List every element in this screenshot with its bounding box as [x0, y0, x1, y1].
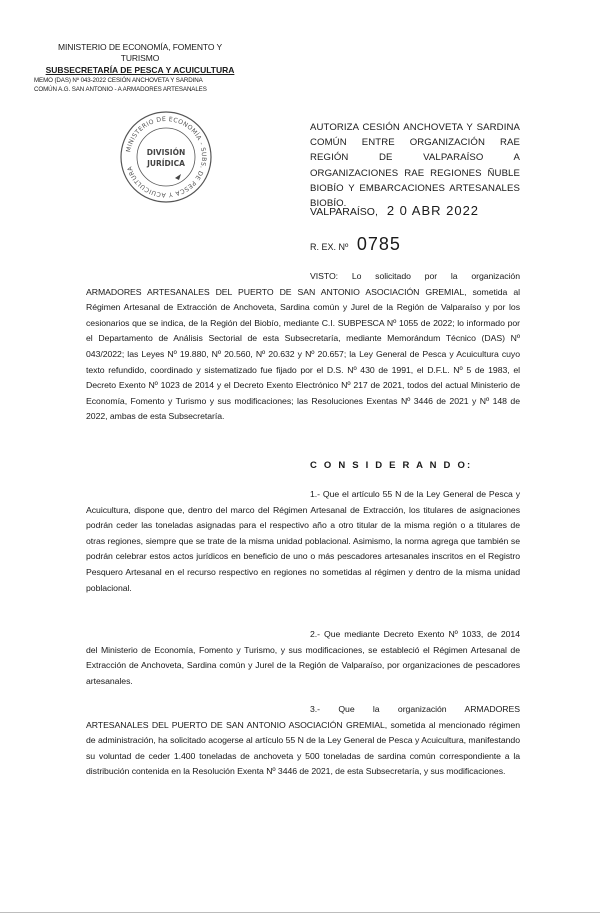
place: VALPARAÍSO,	[310, 206, 378, 218]
visto-label: VISTO:	[310, 271, 339, 281]
visto-paragraph	[86, 269, 520, 425]
stamp-center-line2: JURÍDICA	[147, 159, 185, 168]
point-1-text: 1.- Que el artículo 55 N de la Ley General de Pesca y Acuicultura, dispone que, dentro del marco del Régimen Artesanal de Extracción, los titulares de asignaciones podrán ceder las toneladas asignadas para el respectivo año a otro titular de la misma región o a titulares de otras regiones, siempre que se trate de la misma unidad poblacional. Asimismo, la norma agrega que también se podrán celebrar estos actos jurídicos en beneficio de uno o más pescadores artesanales inscritos en el Registro Pesquero Artesanal en el recurso respectivo en regiones no sometidas al régimen y dentro de la misma unidad poblacional.	[86, 489, 520, 593]
date-stamp: 2 0 ABR 2022	[386, 203, 480, 218]
resolution-subject: AUTORIZA CESIÓN ANCHOVETA Y SARDINA COMÚN ENTRE ORGANIZACIÓN RAE REGIÓN DE VALPARAÍSO A ORGANIZACIONES RAE REGIONES ÑUBLE BIOBÍO Y EMBARCACIONES ARTESANALES BIOBÍO.	[310, 122, 520, 210]
ministry-name-cont: TURISMO	[120, 53, 160, 63]
visto-text: Lo solicitado por la organización ARMADORES ARTESANALES DEL PUERTO DE SAN ANTONIO ASOCIACIÓN GREMIAL, sometida al Régimen Artesanal de Extracción de Anchoveta, Sardina común y Jurel de la Región de Valparaíso y por los cesionarios que se indica, de la Región del Biobío, mediante C.I. SUBPESCA Nº 1055 de 2022; lo informado por el Departamento de Análisis Sectorial de esta Subsecretaría, mediante Memorándum Técnico (DAS) Nº 043/2022; las Leyes Nº 19.880, Nº 20.560, Nº 20.632 y Nº 20.657; la Ley General de Pesca y Acuicultura cuyo texto refundido, coordinado y sistematizado fue fijado por el D.S. Nº 430 de 1991, el D.F.L. Nº 5 de 1983, el Decreto Exento Nº 1023 de 2014 y el Decreto Exento Electrónico Nº 217 de 2021, todos del actual Ministerio de Economía, Fomento y Turismo y sus modificaciones; las Resoluciones Exentas Nº 3446 de 2021 y Nº 148 de 2022, ambas de esta Subsecretaría.	[86, 271, 520, 422]
resolution-number	[310, 234, 401, 255]
stamp-center-line1: DIVISIÓN	[146, 148, 186, 157]
rex-number: 0785	[356, 234, 401, 254]
considerando-point-3	[86, 702, 520, 780]
considerando-heading: C O N S I D E R A N D O:	[310, 460, 473, 471]
letterhead	[34, 42, 240, 94]
memo-reference-cont: COMÚN A.G. SAN ANTONIO - A ARMADORES ARTESANALES	[34, 86, 207, 93]
page-bottom-rule	[0, 912, 600, 917]
subsecretaria-name: SUBSECRETARÍA DE PESCA Y ACUICULTURA	[45, 65, 235, 75]
memo-reference: MEMO (DAS) Nº 043-2022 CESIÓN ANCHOVETA Y SARDINA	[34, 77, 203, 84]
stamp-seal-icon	[117, 108, 215, 206]
place-and-date	[310, 203, 479, 218]
ministry-name: MINISTERIO DE ECONOMÍA, FOMENTO Y	[57, 42, 223, 52]
considerando-point-2	[86, 627, 520, 689]
point-2-text: 2.- Que mediante Decreto Exento Nº 1033, de 2014 del Ministerio de Economía, Fomento y Turismo, y sus modificaciones, se estableció el Régimen Artesanal de Extracción de Anchoveta, Sardina común y Jurel de la Región de Valparaíso, por organizaciones de pescadores artesanales.	[86, 629, 520, 686]
considerando-point-1	[86, 487, 520, 596]
rex-label: R. EX. Nº	[310, 242, 349, 252]
point-3-text: 3.- Que la organización ARMADORES ARTESANALES DEL PUERTO DE SAN ANTONIO ASOCIACIÓN GREMIAL, sometida al mencionado régimen de administración, ha solicitado acogerse al artículo 55 N de la Ley General de Pesca y Acuicultura, manifestando su voluntad de ceder 1.400 toneladas de anchoveta y 500 toneladas de sardina común correspondiente a la distribución contenida en la Resolución Exenta Nº 3446 de 2021, de esta Subsecretaría, y sus modificaciones.	[86, 704, 520, 777]
stamp-ring-text: MINISTERIO DE ECONOMÍA - SUBS. DE PESCA Y ACUICULTURA	[125, 115, 208, 199]
division-juridica-stamp	[117, 108, 215, 206]
